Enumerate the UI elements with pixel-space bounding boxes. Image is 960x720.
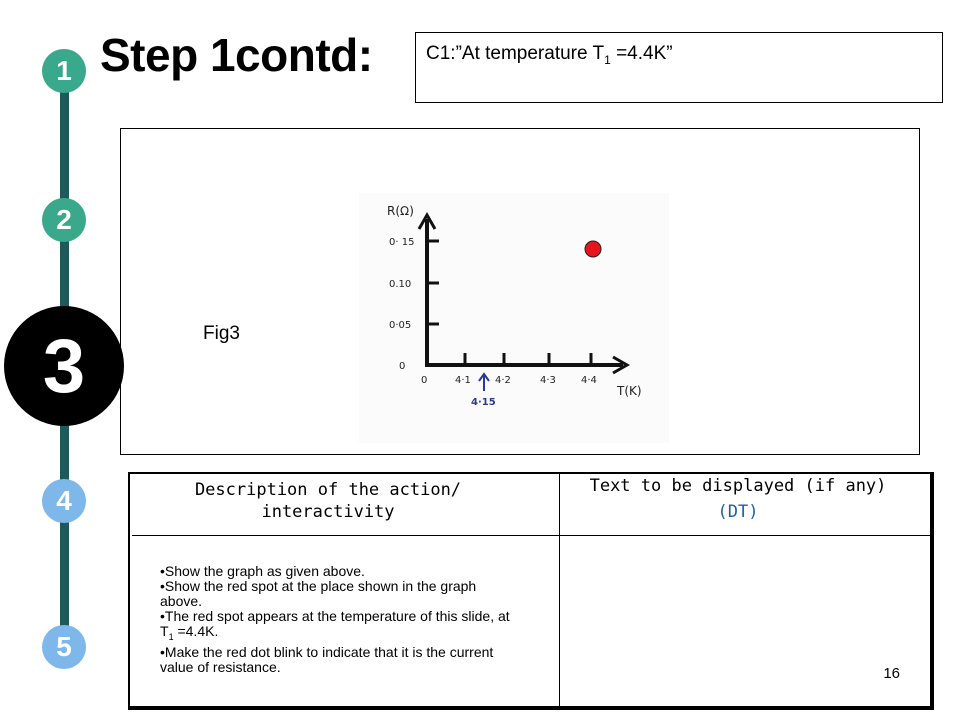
col1-header-line1: Description of the action/: [194, 480, 462, 500]
col2-header-line1: Text to be displayed (if any): [589, 476, 887, 496]
step-5-badge[interactable]: [42, 625, 86, 669]
step-4-badge[interactable]: [42, 479, 86, 523]
caption-text: [426, 43, 673, 67]
y-tick-label: 0·05: [389, 320, 412, 331]
col1-header-line2: interactivity: [261, 502, 395, 522]
list-item-text: Make the red dot blink to indicate that it is the current value of resistance.: [160, 643, 494, 675]
page-number: 16: [883, 665, 900, 682]
step-2-label: 2: [56, 204, 72, 235]
col1-header: [168, 480, 488, 522]
figure-label: Fig3: [203, 323, 240, 344]
step-2-badge[interactable]: [42, 198, 86, 242]
y-axis-label: R(Ω): [387, 204, 414, 218]
list-item: [160, 609, 512, 645]
list-item-subscript: 1: [168, 631, 174, 642]
y-tick-label: 0: [399, 361, 406, 372]
list-item: [160, 645, 512, 675]
red-dot-current-value[interactable]: [585, 241, 601, 257]
x-tick-label: 4·4: [581, 375, 597, 386]
x-tick-label: 4·1: [455, 375, 471, 386]
figure-frame: [120, 128, 920, 455]
list-item-text: The red spot appears at the temperature of this slide, at T: [160, 608, 510, 639]
step-3-label: 3: [42, 323, 86, 409]
step-5-label: 5: [56, 631, 72, 662]
table-left-border: [128, 472, 130, 710]
caption-subscript: 1: [604, 52, 611, 67]
table-header-divider: [132, 535, 934, 536]
table-top-border: [128, 472, 934, 474]
step-1-badge[interactable]: [42, 49, 86, 93]
step-1-label: 1: [56, 55, 72, 86]
list-item: [160, 564, 512, 579]
caption-suffix: =4.4K”: [610, 43, 673, 64]
list-item-text: =4.4K.: [173, 623, 219, 639]
marker-label: 4·15: [471, 397, 496, 408]
caption-prefix: C1:”At temperature T: [426, 43, 605, 64]
graph-paper-background: [359, 193, 669, 443]
y-tick-label: 0.10: [389, 279, 412, 290]
x-tick-label: 4·2: [495, 375, 511, 386]
description-table: [128, 472, 934, 710]
list-item-text: Show the red spot at the place shown in the graph above.: [160, 578, 477, 609]
list-item-text: Show the graph as given above.: [164, 563, 365, 579]
col2-header: [568, 476, 908, 522]
table-column-divider: [559, 472, 560, 706]
table-bottom-border: [128, 706, 934, 710]
slide-title: Step 1contd:: [100, 29, 373, 81]
step-3-badge-current[interactable]: [4, 306, 124, 426]
x-axis-label: T(K): [617, 384, 642, 398]
x-tick-label: 4·3: [540, 375, 556, 386]
origin-label: 0: [421, 375, 428, 386]
caption-box: [415, 32, 943, 103]
col2-header-line2: (DT): [717, 502, 759, 522]
list-item: [160, 579, 512, 609]
resistance-temperature-graph: [359, 193, 669, 443]
step-4-label: 4: [56, 485, 72, 516]
y-tick-label: 0· 15: [389, 237, 415, 248]
table-right-border: [930, 472, 934, 710]
action-description-list: [160, 564, 512, 675]
